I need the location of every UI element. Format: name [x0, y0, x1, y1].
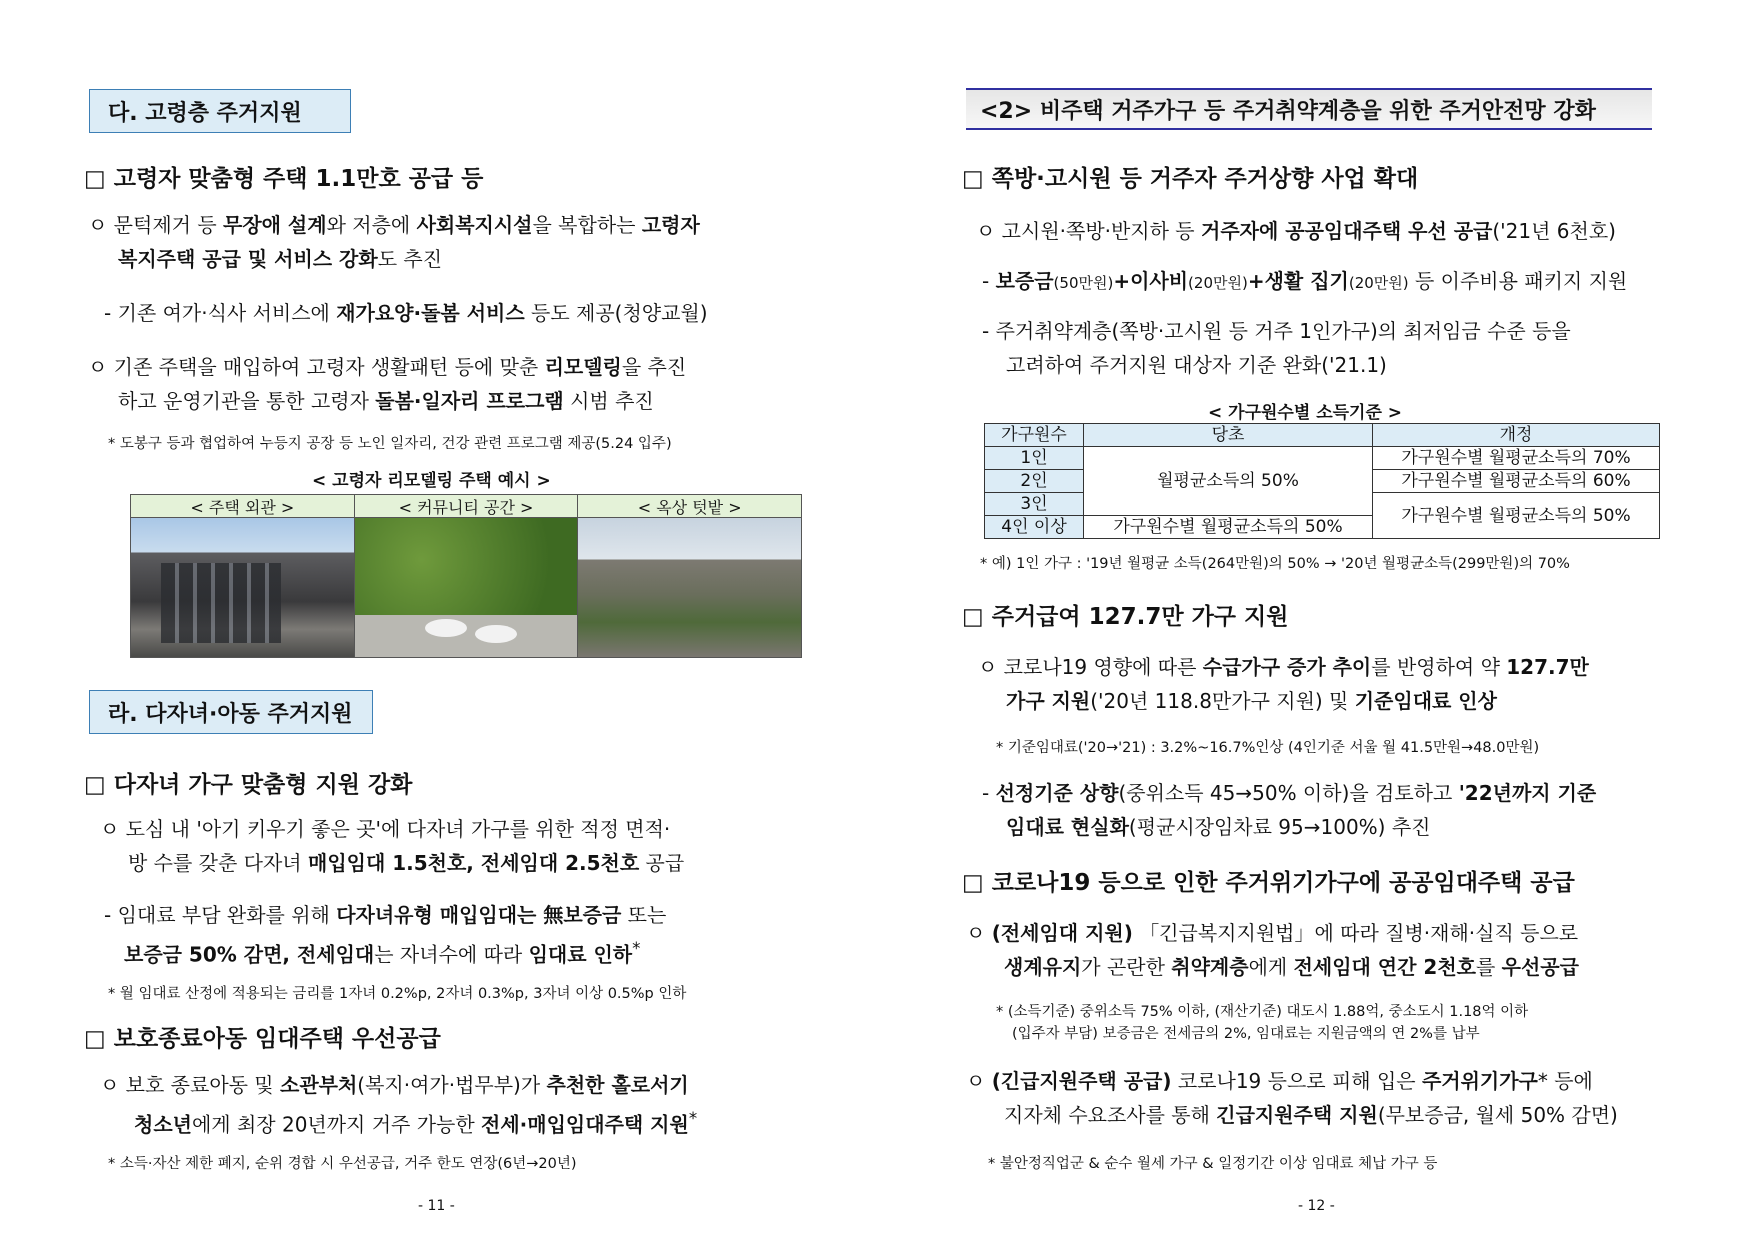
heading-elderly-housing: □ 고령자 맞춤형 주택 1.1만호 공급 등 [84, 166, 484, 192]
text: - [982, 269, 996, 293]
paragraph-barrier-free-l2 [118, 242, 442, 276]
table-cell: 가구원수별 월평균소득의 60% [1373, 470, 1660, 493]
table-row [985, 447, 1660, 470]
text-bold: 재가요양·돌봄 서비스 [336, 301, 525, 325]
text-small: (20만원) [1188, 274, 1248, 292]
paragraph-jeonse-l1 [966, 916, 1578, 950]
paragraph-benefit-l2 [1006, 684, 1497, 718]
paragraph-remodeling-l2 [118, 384, 654, 418]
text-bold: 무장애 설계 [223, 213, 327, 237]
photo-exterior [131, 495, 355, 657]
photo-community [355, 495, 579, 657]
text-bold: 주거위기가구 [1421, 1069, 1538, 1093]
text: 을 추진 [621, 355, 687, 379]
text-bold: 생계유지 [1004, 955, 1082, 979]
text-bold: 리모델링 [544, 355, 622, 379]
paragraph-multichild-l2 [128, 846, 684, 880]
text: 또는 [621, 903, 667, 927]
paragraph-emergency-l2 [1004, 1098, 1618, 1132]
paragraph-aging-out-l1 [100, 1068, 689, 1102]
text: ㅇ [966, 1069, 992, 1093]
page-number-12: - 12 - [1298, 1198, 1335, 1214]
text-bold: 돌봄·일자리 프로그램 [375, 389, 564, 413]
text: ㅇ [966, 921, 992, 945]
section-label: <2> 비주택 거주가구 등 주거취약계층을 위한 주거안전망 강화 [980, 98, 1596, 124]
photo-caption: < 고령자 리모델링 주택 예시 > [312, 471, 551, 491]
section-title-vulnerable [966, 88, 1652, 130]
table-footnote: * 예) 1인 가구 : '19년 월평균 소득(264만원)의 50% → '20년 월평균소득(299만원)의 70% [980, 556, 1570, 572]
heading-gosiwon: □ 쪽방·고시원 등 거주자 주거상향 사업 확대 [962, 166, 1419, 192]
text-bold: 다자녀유형 매입임대는 無보증금 [336, 903, 622, 927]
heading-multichild: □ 다자녀 가구 맞춤형 지원 강화 [84, 772, 413, 798]
text: (복지·여가·법무부)가 [357, 1073, 547, 1097]
text: 를 반영하여 약 [1371, 655, 1507, 679]
footnote-income-asset: * (소득기준) 중위소득 75% 이하, (재산기준) 대도시 1.88억, 중소도시 1.18억 이하 [996, 1004, 1529, 1020]
text-bold: 보증금 50% 감면, 전세임대 [124, 942, 375, 967]
photo-label: < 커뮤니티 공간 > [355, 495, 578, 518]
paragraph-criteria-l2: 고려하여 주거지원 대상자 기준 완화('21.1) [1006, 353, 1387, 377]
text-small: (20만원) [1348, 274, 1409, 292]
header-cell: 개정 [1373, 424, 1660, 447]
text: 에게 [1248, 955, 1294, 979]
photo-strip [130, 494, 802, 658]
paragraph-emergency-l1 [966, 1064, 1593, 1098]
text: 지자체 수요조사를 통해 [1004, 1103, 1217, 1127]
paragraph-benefit-l1 [978, 650, 1589, 684]
text-bold: 기준임대료 인상 [1354, 689, 1497, 713]
paragraph-jeonse-l2 [1004, 950, 1579, 984]
text-bold: (긴급지원주택 공급) [991, 1069, 1172, 1093]
text-bold: '22년까지 기준 [1458, 781, 1597, 805]
text-bold: 선정기준 상향 [995, 781, 1119, 805]
text-bold: +이사비 [1113, 269, 1189, 293]
text: 를 [1475, 955, 1502, 979]
text-bold: 거주자에 공공임대주택 우선 공급 [1201, 219, 1493, 243]
text-bold: 긴급지원주택 지원 [1216, 1103, 1378, 1127]
paragraph-aging-out-l2 [134, 1102, 697, 1142]
text: 하고 운영기관을 통한 고령자 [118, 389, 376, 413]
photo-label: < 옥상 텃밭 > [578, 495, 801, 518]
text: (평균시장임차료 95→100%) 추진 [1128, 815, 1431, 839]
text-bold: 가구 지원 [1006, 689, 1091, 713]
text-bold: 127.7만 [1506, 655, 1589, 679]
footnote-tenant-burden: (입주자 부담) 보증금은 전세금의 2%, 임대료는 지원금액의 연 2%를 납부 [1012, 1026, 1480, 1042]
text: 등도 제공(청양교월) [524, 301, 708, 325]
text: 는 자녀수에 따라 [374, 942, 529, 967]
text: - [982, 781, 996, 805]
section-label: 다. 고령층 주거지원 [108, 100, 302, 126]
text: 가 곤란한 [1081, 955, 1172, 979]
text: (무보증금, 월세 50% 감면) [1377, 1103, 1618, 1127]
text: ('20년 118.8만가구 지원) 및 [1090, 689, 1355, 713]
text-bold: 보증금 [995, 269, 1054, 293]
text: (중위소득 45→50% 이하)을 검토하고 [1118, 781, 1459, 805]
community-image [355, 518, 578, 657]
row-label: 1인 [985, 447, 1084, 470]
text: ('21년 6천호) [1492, 219, 1616, 243]
paragraph-criteria-l1: - 주거취약계층(쪽방·고시원 등 거주 1인가구)의 최저임금 수준 등을 [982, 319, 1571, 343]
paragraph-rent-relief-l1 [104, 898, 666, 932]
text: 「긴급복지지원법」에 따라 질병·재해·실직 등으로 [1132, 921, 1579, 945]
paragraph-selection-l2 [1006, 810, 1430, 844]
paragraph-moving-package [982, 264, 1627, 300]
row-label: 2인 [985, 470, 1084, 493]
table-header-row [985, 424, 1660, 447]
section-label: 라. 다자녀·아동 주거지원 [108, 701, 353, 727]
exterior-image [131, 518, 354, 657]
text: 코로나19 등으로 피해 입은 [1171, 1069, 1422, 1093]
rooftop-image [578, 518, 801, 657]
text-bold: 복지주택 공급 및 서비스 강화 [118, 247, 378, 271]
heading-aging-out: □ 보호종료아동 임대주택 우선공급 [84, 1026, 441, 1052]
text: - 임대료 부담 완화를 위해 [104, 903, 337, 927]
paragraph-care-service [104, 296, 708, 330]
paragraph-multichild-l1: ㅇ 도심 내 '아기 키우기 좋은 곳'에 다자녀 가구를 위한 적정 면적· [100, 817, 671, 841]
text: ㅇ 코로나19 영향에 따른 [978, 655, 1203, 679]
text: ㅇ 보호 종료아동 및 [100, 1073, 280, 1097]
footnote-interest: * 월 임대료 산정에 적용되는 금리를 1자녀 0.2%p, 2자녀 0.3%p, 3자녀 이상 0.5%p 인하 [108, 986, 687, 1002]
paragraph-rent-relief-l2 [124, 932, 640, 972]
table-cell: 가구원수별 월평균소득의 50% [1084, 516, 1373, 539]
table-cell: 가구원수별 월평균소득의 50% [1373, 493, 1660, 539]
text: 에게 최장 20년까지 거주 가능한 [191, 1112, 482, 1137]
text: 을 복합하는 [532, 213, 642, 237]
text-bold: 소관부처 [280, 1073, 358, 1097]
heading-housing-benefit: □ 주거급여 127.7만 가구 지원 [962, 604, 1289, 630]
text: ㅇ 기존 주택을 매입하여 고령자 생활패턴 등에 맞춘 [88, 355, 545, 379]
header-cell: 가구원수 [985, 424, 1084, 447]
text-bold: 임대료 인하 [528, 942, 633, 967]
text-bold: 추천한 홀로서기 [546, 1073, 689, 1097]
text-bold: 수급가구 증가 추이 [1202, 655, 1372, 679]
footnote-dobong: * 도봉구 등과 협업하여 누등지 공장 등 노인 일자리, 건강 관련 프로그램 제공(5.24 입주) [108, 436, 672, 452]
row-label: 3인 [985, 493, 1084, 516]
text-bold: 사회복지시설 [416, 213, 533, 237]
text: 방 수를 갖춘 다자녀 [128, 851, 308, 875]
text-bold: 고령자 [641, 213, 700, 237]
footnote-base-rent: * 기준임대료('20→'21) : 3.2%~16.7%인상 (4인기준 서울 월 41.5만원→48.0만원) [996, 740, 1540, 756]
header-cell: 당초 [1084, 424, 1373, 447]
text-bold: 우선공급 [1501, 955, 1579, 979]
text: 도 추진 [377, 247, 443, 271]
footnote-mark: * [688, 1109, 698, 1128]
paragraph-gosiwon [976, 214, 1616, 248]
text-bold: 전세·매입임대주택 지원 [481, 1112, 689, 1137]
footnote-crisis-household: * 불안정직업군 & 순수 월세 가구 & 일정기간 이상 임대료 체납 가구 등 [988, 1156, 1438, 1172]
text-small: (50만원) [1053, 274, 1114, 292]
text: 와 저층에 [326, 213, 417, 237]
paragraph-barrier-free-l1 [88, 208, 700, 242]
page-number-11: - 11 - [418, 1198, 455, 1214]
text-bold: 전세임대 연간 2천호 [1293, 955, 1476, 979]
text: 등 이주비용 패키지 지원 [1408, 269, 1628, 293]
text-bold: 취약계층 [1171, 955, 1249, 979]
text-bold: 청소년 [134, 1112, 192, 1137]
text: ㅇ 고시원·쪽방·반지하 등 [976, 219, 1201, 243]
text-bold: 임대료 현실화 [1006, 815, 1129, 839]
section-title-multichild [89, 690, 373, 734]
text: 공급 [639, 851, 685, 875]
footnote-mark: * [632, 939, 641, 958]
paragraph-remodeling-l1 [88, 350, 686, 384]
photo-label: < 주택 외관 > [131, 495, 354, 518]
text: ㅇ 문턱제거 등 [88, 213, 223, 237]
text-bold: 매입임대 1.5천호, 전세임대 2.5천호 [308, 851, 640, 875]
row-label: 4인 이상 [985, 516, 1084, 539]
text: 시범 추진 [563, 389, 654, 413]
footnote-income-limit: * 소득·자산 제한 폐지, 순위 경합 시 우선공급, 거주 한도 연장(6년→20년) [108, 1156, 577, 1172]
photo-rooftop [578, 495, 801, 657]
income-table [984, 423, 1660, 539]
table-cell: 월평균소득의 50% [1084, 447, 1373, 516]
text: * 등에 [1537, 1069, 1593, 1093]
text-bold: +생활 집기 [1247, 269, 1349, 293]
paragraph-selection-l1 [982, 776, 1596, 810]
table-cell: 가구원수별 월평균소득의 70% [1373, 447, 1660, 470]
text-bold: (전세임대 지원) [991, 921, 1133, 945]
text: - 기존 여가·식사 서비스에 [104, 301, 337, 325]
section-title-elderly [89, 89, 351, 133]
heading-covid-crisis: □ 코로나19 등으로 인한 주거위기가구에 공공임대주택 공급 [962, 870, 1575, 896]
table-caption: < 가구원수별 소득기준 > [1208, 403, 1403, 423]
